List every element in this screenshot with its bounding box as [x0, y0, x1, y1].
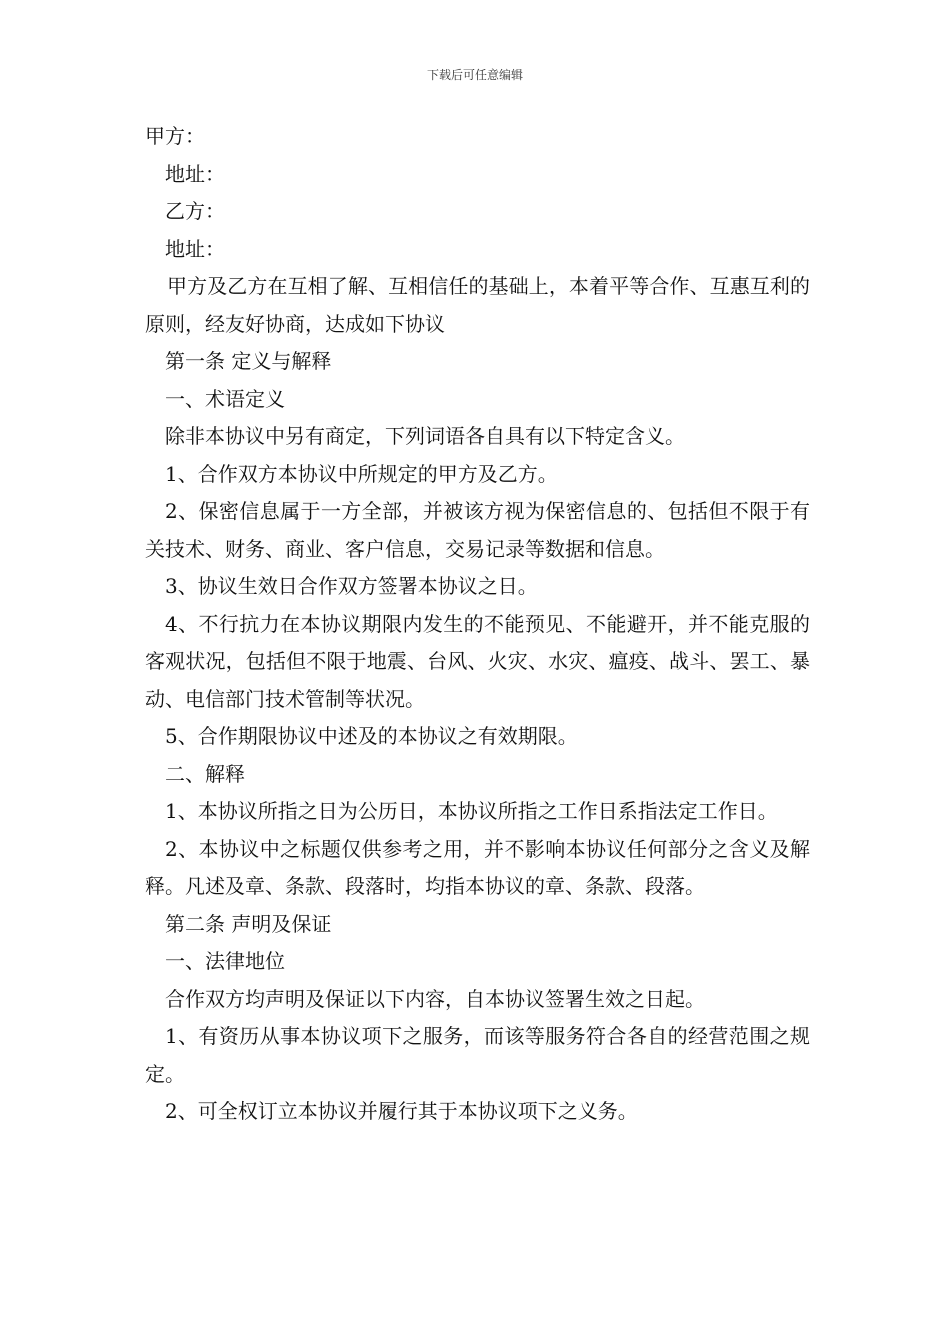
interpretation-item-2: 2、本协议中之标题仅供参考之用，并不影响本协议任何部分之含义及解释。凡述及章、条款、段落时，均指本协议的章、条款、段落。	[145, 836, 810, 898]
preamble-paragraph: 甲方及乙方在互相了解、互相信任的基础上，本着平等合作、互惠互利的原则，经友好协商，达成如下协议	[145, 274, 810, 336]
party-b-label: 乙方：	[165, 199, 225, 223]
definitions-intro-paragraph: 除非本协议中另有商定，下列词语各自具有以下特定含义。	[165, 424, 685, 448]
legal-status-item-1: 1、有资历从事本协议项下之服务，而该等服务符合各自的经营范围之规定。	[145, 1024, 810, 1086]
section-heading-interpretation: 二、解释	[165, 761, 245, 786]
party-a-address-label: 地址：	[165, 161, 225, 186]
section-heading-term-definitions: 一、术语定义	[165, 386, 285, 411]
interpretation-item-1: 1、本协议所指之日为公历日，本协议所指之工作日系指法定工作日。	[165, 799, 778, 823]
section-heading-legal-status: 一、法律地位	[165, 949, 285, 973]
party-a-label: 甲方：	[145, 124, 205, 148]
definition-item-1: 1、合作双方本协议中所规定的甲方及乙方。	[165, 461, 558, 486]
definition-item-4: 4、不行抗力在本协议期限内发生的不能预见、不能避开，并不能克服的客观状况，包括但不限于地震、台风、火灾、水灾、瘟疫、战斗、罢工、暴动、电信部门技术管制等状况。	[145, 611, 810, 711]
legal-status-intro-paragraph: 合作双方均声明及保证以下内容，自本协议签署生效之日起。	[165, 986, 705, 1011]
definition-item-5: 5、合作期限协议中述及的本协议之有效期限。	[165, 724, 578, 748]
article-2-heading: 第二条 声明及保证	[165, 911, 332, 936]
party-b-address-label: 地址：	[165, 236, 225, 261]
definition-item-3: 3、协议生效日合作双方签署本协议之日。	[165, 574, 538, 598]
page-header: 下载后可任意编辑	[426, 68, 523, 82]
document-body	[145, 118, 810, 1131]
legal-status-item-2: 2、可全权订立本协议并履行其于本协议项下之义务。	[165, 1099, 638, 1123]
article-1-heading: 第一条 定义与解释	[165, 349, 332, 373]
definition-item-2: 2、保密信息属于一方全部，并被该方视为保密信息的、包括但不限于有关技术、财务、商业、客户信息，交易记录等数据和信息。	[145, 499, 810, 561]
